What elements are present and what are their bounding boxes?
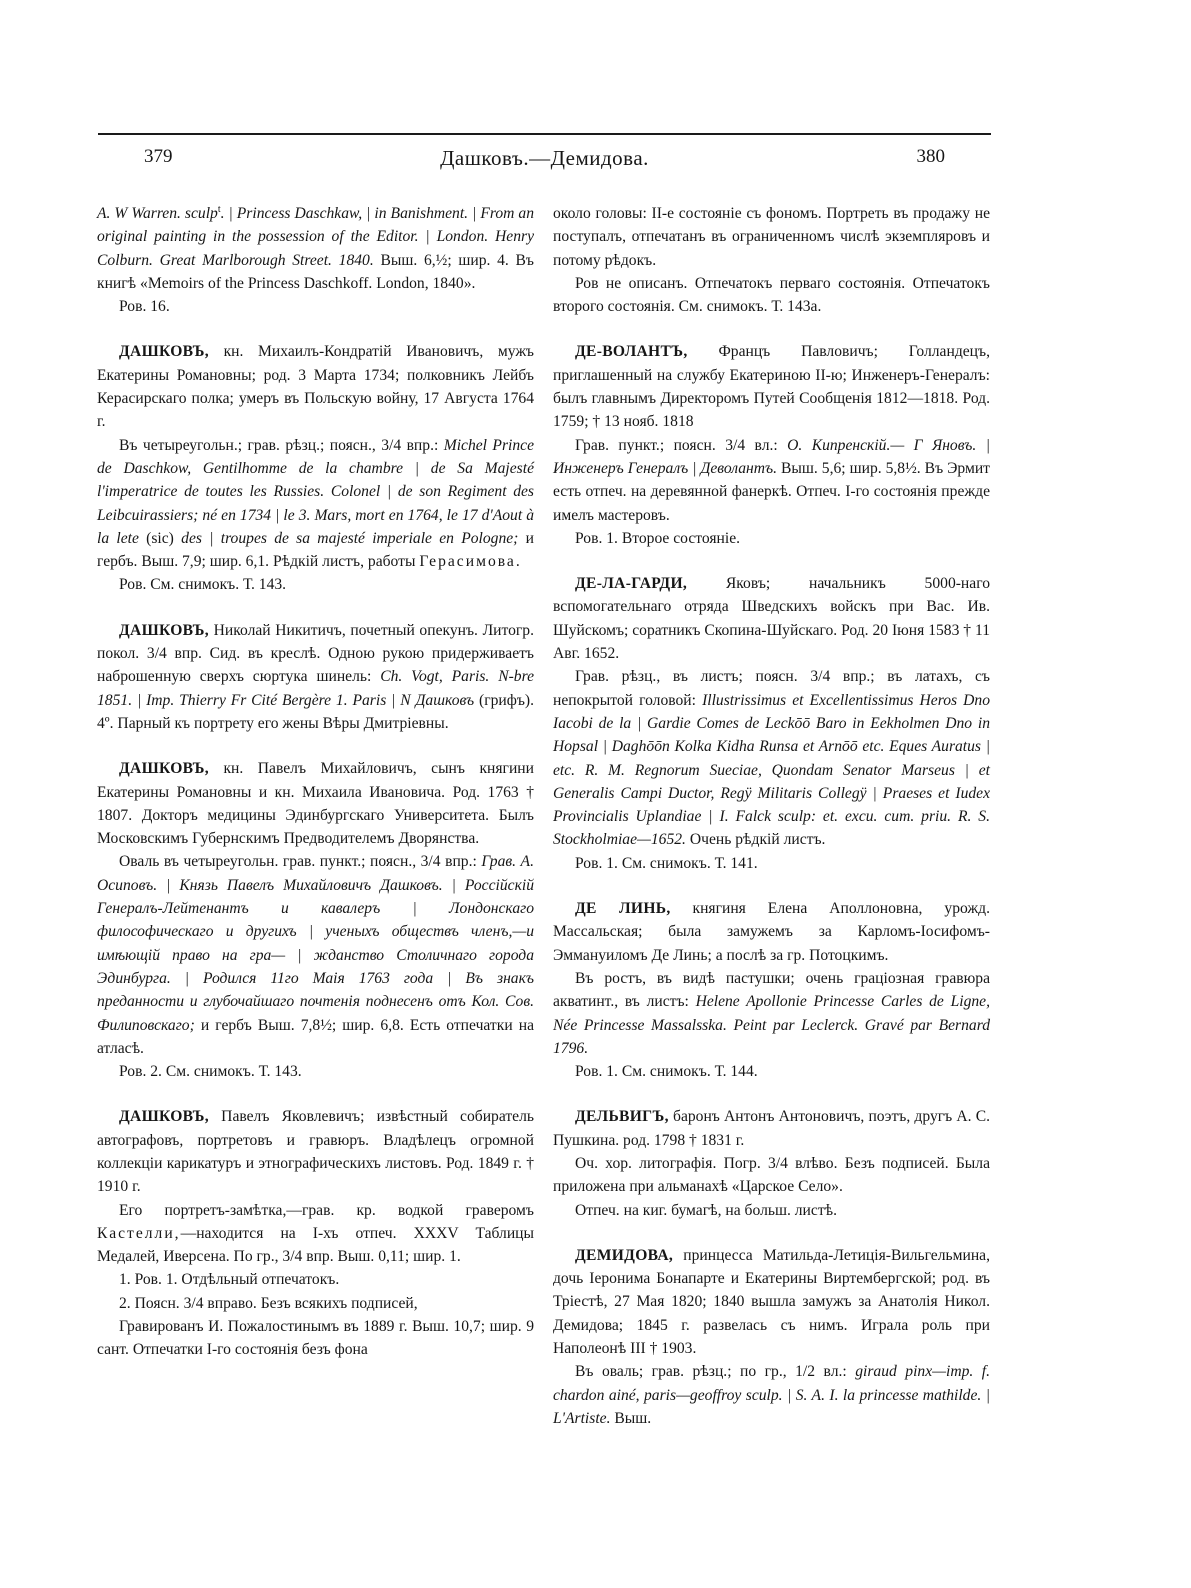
entry-text: Въ оваль; грав. рѣзц.; по гр., 1/2 вл.: [575,1363,856,1381]
entry-heading: ДЕ-ВОЛАНТЪ, [575,343,688,361]
list-item: 1. Ров. 1. Отдѣльный отпечатокъ. [119,1271,340,1289]
caption-text: Michel Prince de Daschkow, Gentilhomme de la chambre | de Sa Majesté l'imperatrice de toutes les Russies. Colonel | de son Regiment des Leibcuirassiers; né en 1734 | le 3. Mars, mort en 1764, le 17 d'Aout à la lete [97,436,534,547]
entry-description [97,850,534,1060]
entry-dashkov-pavel-m [97,757,534,850]
rovinsky-ref: Ров. 1. См. снимокъ. Т. 144. [575,1063,758,1081]
caption-text: Illustrissimus et Excellentissimus Heros Dno Iacobi de la | Gardie Comes de Leckōō Baro in Eekholmen Dno in Hopsal | Daghōōn Kolka Kidha Runsa et Arnōō etc. Eques Auratus | etc. R. M. Regnorum Sueciae, Quondam Senator Marseus | et Generalis Campi Ductor, Regÿ Militaris Collegÿ | Praeses et Iudex Provincialis Uplandiae | I. Falck sculp: et. excu. cum. priu. R. S. Stockholmiae—1652. [553,691,991,849]
caption-text: Helene Apollonie Princesse Carles de Ligne, Née Princesse Massalsska. Peint par Leclerck. Gravé par Bernard 1796. [553,993,990,1057]
entry-text: Николай Никитичъ, почетный опекунъ. Литогр. покол. 3/4 впр. Сид. въ креслѣ. Одною рукою придерживаетъ наброшенную сверхъ сюртука шинель: [97,621,534,686]
rovinsky-ref: Ров. 1. Второе состоянiе. [575,529,741,547]
entry-dashkov-mikhail [97,340,534,433]
rovinsky-ref: Ров. 1. См. снимокъ. Т. 141. [575,854,758,872]
entry-heading: ДЕ ЛИНЬ, [575,900,671,918]
entry-text: Выш. 6,½; шир. 4. Въ книгѣ «Memoirs of the Princess Daschkoff. London, 1840». [97,251,534,292]
entry-text: Яковъ; начальникъ 5000-наго вспомогательнаго отряда Шведскихъ войскъ при Вас. Ив. Шуйскомъ; соратникъ Скопина-Шуйскаго. Род. 20 Iюня 1583 † 11 Авг. 1652. [553,575,991,663]
entry-text: Выш. [610,1409,652,1427]
entry-delvig [553,1105,990,1152]
entry-description [553,1360,990,1430]
entry-text: Грав. рѣзц., въ листъ; поясн. 3/4 впр.; въ латахъ, съ непокрытой головой: [553,668,990,709]
entry-dashkov-nikolai [97,619,534,735]
entry-text: Грав. пункт.; поясн. 3/4 вл.: [575,436,788,454]
column-right [553,202,990,1430]
rovinsky-ref: Ров. 2. См. снимокъ. Т. 143. [119,1063,302,1081]
list-item: 2. Поясн. 3/4 вправо. Безъ всякихъ подписей, [119,1294,418,1312]
entry-text: и гербъ Выш. 7,8½; шир. 6,8. Есть отпечатки на атласѣ. [97,1016,534,1057]
entry-de-ligne [553,897,990,967]
caption-text: Грав. А. Осиповъ. | Князь Павелъ Михайловичъ Дашковъ. | Россiйскiй Генералъ-Лейтенантъ и кавалеръ | Лондонскаго философическаго и другихъ | ученыхъ обществъ членъ,—и имѣющiй право на гра— | жданство Столичнаго города Эдинбурга. | Родился 11го Маiя 1763 года | Въ знакъ преданности и глубочайшаго почтенiя поднесенъ отъ Кол. Сов. Филиповскаго; [97,853,534,1034]
entry-dashkov-pavel-ya [97,1105,534,1198]
entry-text: впр.: [401,436,444,454]
page-number-right: 380 [916,146,945,167]
entry-text: Оч. хор. литографiя. Погр. 3/4 влѣво. Безъ подписей. Была приложена при альманахѣ «Царское Село». [553,1154,990,1196]
entry-text: баронъ Антонъ Антоновичъ, поэтъ, другъ А. С. Пушкина. род. 1798 † 1831 г. [553,1108,990,1149]
engraver-name: Кастелли, [97,1224,181,1242]
engraver-name: Герасимова. [419,553,522,571]
entry-description [553,434,990,527]
entry-heading: ДАШКОВЪ, [119,621,209,639]
entry-text: Въ ростъ, въ видѣ пастушки; очень грацiозная гравюра акватинт., въ листъ: [553,969,990,1011]
entry-text: княгиня Елена Аполлоновна, урожд. Массальская; была замужемъ за Карломъ-Iосифомъ-Эммануиломъ Де Линь; а послѣ за гр. Потоцкимъ. [553,900,991,964]
caption-text: A. W Warren. sculp [97,205,218,222]
entry-text: —находится на I-хъ отпеч. XXXV Таблицы Медалей, Иверсена. По гр., 3/4 впр. Выш. 0,11; шир. 1. [97,1224,534,1266]
entry-text: Въ четыреугольн.; грав. рѣзц.; поясн., [119,436,382,454]
entry-text: принцесса Матильда-Летицiя-Вильгельмина, дочь Iеронима Бонапарте и Екатерины Виртембергской; род. въ Трiестѣ, 27 Мая 1820; 1840 вышла замужъ за Анатолiя Никол. Демидова; 1845 г. развелась съ нимъ. Играла роль при Наполеонѣ III † 1903. [553,1246,990,1358]
entry-text: Ров не описанъ. Отпечатокъ перваго состоянiя. Отпечатокъ второго состоянiя. См. снимокъ. Т. 143а. [553,274,990,316]
entry-text: Его портретъ-замѣтка,—грав. кр. водкой граверомъ [119,1201,534,1219]
running-title: Дашковъ.—Демидова. [440,146,649,170]
entry-text: Отпеч. на киг. бумагѣ, на больш. листѣ. [575,1201,838,1219]
entry-description [97,1199,534,1269]
column-left [97,202,534,1362]
caption-text: Ch. Vogt, Paris. N-bre 1851. | Imp. Thierry Fr Cité Bergère 1. Paris | N Дашковъ [97,668,534,709]
entry-de-volant [553,340,990,433]
caption-text: О. Кипренскiй.— Г Яновъ. | Инженеръ Генералъ | Деволантъ. [553,436,990,477]
page-number-left: 379 [144,146,173,167]
entry-text: (sic) [138,529,182,547]
entry-text: Очень рѣдкiй листъ. [685,831,826,849]
entry-heading: ДАШКОВЪ, [119,760,209,778]
entry-de-la-gardie [553,572,990,665]
page-header [98,146,991,176]
entry-text: Павелъ Яковлевичъ; извѣстный собиратель автографовъ, портретовъ и гравюръ. Владѣлецъ огромной коллекцiи карикатуръ и этнографическихъ листовъ. Род. 1849 г. † 1910 г. [97,1108,534,1196]
superscript: t [217,203,221,215]
entry-heading: ДЕЛЬВИГЪ, [575,1108,669,1126]
entry-heading: ДАШКОВЪ, [119,343,209,361]
rovinsky-ref: Ров. 16. [119,298,170,316]
entry-text: Выш. 5,6; шир. 5,8½. Въ Эрмит есть отпеч. на деревянной фанеркѣ. Отпеч. I-го состоянiя прежде имелъ мастеровъ. [553,459,990,524]
entry-text: кн. Павелъ Михайловичъ, сынъ княгини Екатерины Романовны и кн. Михаила Ивановича. Род. 1763 † 1807. Докторъ медицины Эдинбургскаго Университета. Былъ Московскимъ Губернскимъ Предводителемъ Дворянства. [97,760,534,848]
entry-heading: ДАШКОВЪ, [119,1108,209,1126]
entry-description [97,434,534,574]
entry-description [553,665,990,851]
caption-text: des | troupes de sa majesté imperiale en Pologne; [181,529,519,547]
entry-text: Оваль въ четыреугольн. грав. пункт.; поясн., 3/4 впр.: [119,853,482,871]
caption-text: . | Princess Daschkaw, | in Banishment. | From an original painting in the possession of the Editor. | London. Henry Colburn. Great Marlborough Street. 1840. [97,205,534,269]
entry-text: и гербъ. Выш. 7,9; шир. 6,1. Рѣдкiй листъ, работы [97,529,534,571]
entry-text: кн. Михаилъ-Кондратiй Ивановичъ, мужъ Екатерины Романовны; род. 3 Марта 1734; полковникъ Лейбъ Керасирскаго полка; умеръ въ Польскую войну, 17 Августа 1764 г. [97,343,534,431]
entry-text: Гравированъ И. Пожалостинымъ въ 1889 г. Выш. 10,7; шир. 9 сант. Отпечатки I-го состоянiя безъ фона [97,1318,534,1359]
caption-text: giraud pinx—imp. f. chardon ainé, paris—geoffroy sculp. | S. A. I. la princesse mathilde. | L'Artiste. [553,1363,990,1427]
entry-text: Францъ Павловичъ; Голландецъ, приглашенный на службу Екатериною II-ю; Инженеръ-Генералъ: былъ главнымъ Директоромъ Путей Сообщенiя 1812—1818. Род. 1759; † 13 нояб. 1818 [553,343,990,431]
entry-demidova [553,1244,990,1360]
entry-continuation: около головы: II-е состоянiе съ фономъ. Портреть въ продажу не поступалъ, отпечатанъ въ ограниченномъ числѣ экземпляровъ и потому рѣдокъ. [553,205,990,269]
fraction: 3/4 [381,436,402,454]
header-rule [98,133,991,135]
rovinsky-ref: Ров. См. снимокъ. Т. 143. [119,576,287,594]
entry-heading: ДЕМИДОВА, [575,1246,674,1264]
entry-continuation [97,202,534,295]
entry-heading: ДЕ-ЛА-ГАРДИ, [575,575,688,593]
entry-text: (грифъ). 4º. Парный къ портрету его жены Вѣры Дмитрiевны. [97,691,534,732]
entry-description [553,967,990,1060]
